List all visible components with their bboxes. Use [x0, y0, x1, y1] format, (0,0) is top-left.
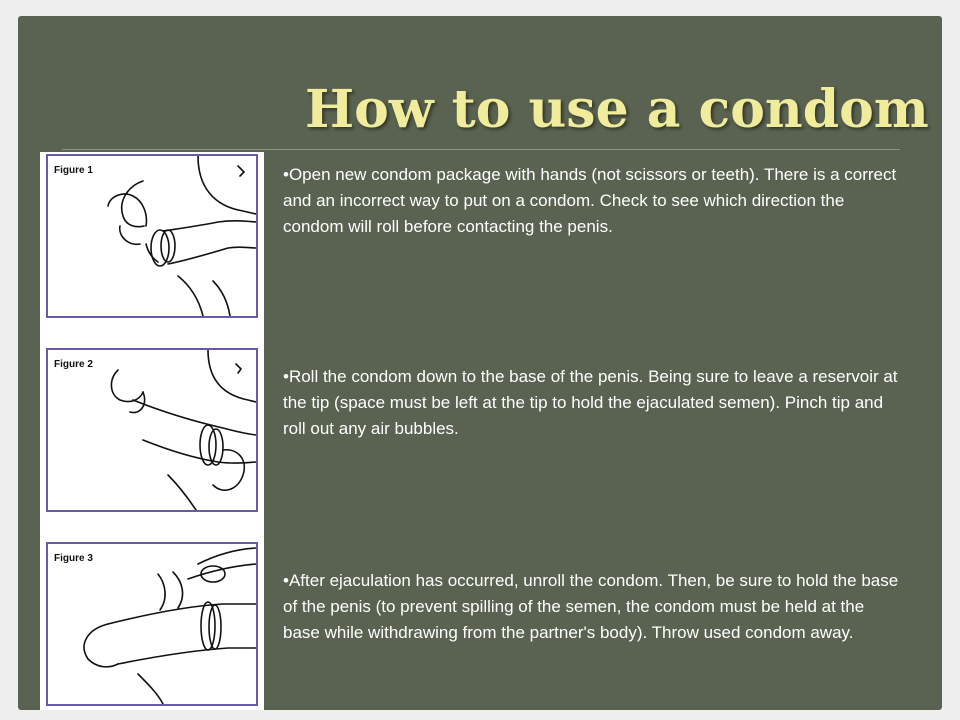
- figure-1-illustration: [48, 156, 256, 316]
- figure-1-label: Figure 1: [54, 165, 93, 176]
- slide-title: How to use a condom: [305, 79, 929, 140]
- figure-2: [46, 348, 258, 512]
- figure-1: [46, 154, 258, 318]
- title-divider: [62, 149, 900, 150]
- instruction-step-1: •Open new condom package with hands (not scissors or teeth). There is a correct and an incorrect way to put on a condom. Check to see which direction the condom will roll before contacting the penis.: [283, 165, 897, 236]
- instruction-step-3: •After ejaculation has occurred, unroll the condom. Then, be sure to hold the base of the penis (to prevent spilling of the semen, the condom must be held at the base while withdrawing from the partner's body). Throw used condom away.: [283, 571, 899, 642]
- figure-panel: [40, 152, 264, 710]
- figure-2-label: Figure 2: [54, 359, 93, 370]
- figure-3-illustration: [48, 544, 256, 704]
- figure-3-label: Figure 3: [54, 553, 93, 564]
- figure-3: [46, 542, 258, 706]
- figure-2-illustration: [48, 350, 256, 510]
- instruction-step-2: •Roll the condom down to the base of the penis. Being sure to leave a reservoir at the tip (space must be left at the tip to hold the ejaculated semen). Pinch tip and roll out any air bubbles.: [283, 367, 898, 438]
